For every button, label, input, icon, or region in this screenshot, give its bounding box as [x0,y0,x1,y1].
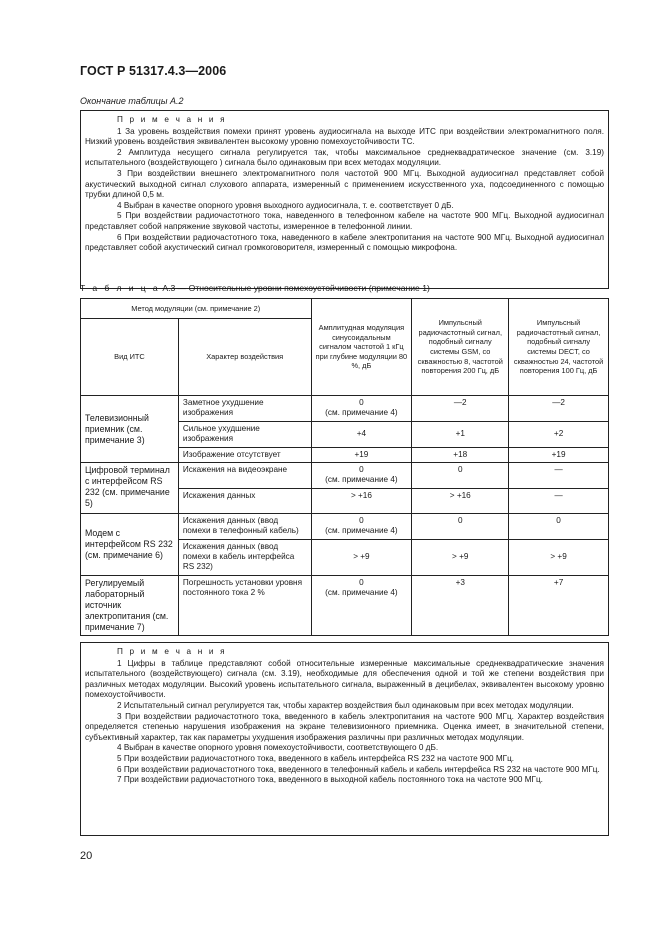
cell-effect: Искажения на видеоэкране [178,463,311,489]
cell-dect: — [509,488,609,513]
cell-dect: > +9 [509,539,609,575]
page-number: 20 [80,850,93,862]
table-caption-prefix: Т а б л и ц а [80,283,160,293]
group-psu: Регулируемый лабораторный источник электропитания (см. примечание 7) [81,575,179,635]
cell-effect: Искажения данных (ввод помехи в кабель интерфейса RS 232) [178,539,311,575]
header-its-type: Вид ИТС [81,319,179,396]
page-header: ГОСТ Р 51317.4.3—2006 [80,64,227,78]
note-item: 3 При воздействии внешнего электромагнитного поля частотой 900 МГц. Выходной аудиосигнал представляет собой акустический выходной сигнал слухового аппарата, измеренный с применением искусственного уха, подсоединенного с помощью трубки длиной 0,5 м. [85,168,604,200]
immunity-table [80,298,609,636]
header-method: Метод модуляции (см. примечание 2) [81,299,312,319]
cell-effect: Сильное ухудшение изображения [178,421,311,447]
note-item: 2 Амплитуда несущего сигнала регулируется так, чтобы максимальное среднеквадратическое значение (см. 3.19) испытательного (воздействующего ) сигнала было одинаковым при всех методах модуляции. [85,147,604,168]
group-rs232: Цифровой терминал с интерфейсом RS 232 (см. примечание 5) [81,463,179,514]
cell-am: +4 [311,421,412,447]
cell-dect: —2 [509,396,609,422]
group-tv: Телевизионный приемник (см. примечание 3) [81,396,179,463]
cell-gsm: —2 [412,396,509,422]
cell-dect: — [509,463,609,489]
cell-effect: Искажения данных (ввод помехи в телефонный кабель) [178,513,311,539]
cell-effect: Искажения данных [178,488,311,513]
notes-top-title: П р и м е ч а н и я [117,115,227,124]
note-item: 1 Цифры в таблице представляют собой относительные измеренные максимальные среднеквадратические значения испытательного (воздействующего) сигнала (см. 3.19), необходимые для обеспечения одной и той же степени воздействия при различных методах модуляции. Высокий уровень испытательного сигнала, выраженный в децибелах, эквивалентен высокому уровню помехоустойчивости. [85,658,604,700]
cell-am: 0 (см. примечание 4) [311,513,412,539]
cell-dect: +7 [509,575,609,635]
cell-effect: Погрешность установки уровня постоянного тока 2 % [178,575,311,635]
note-item: 4 Выбран в качестве опорного уровня выходного аудиосигнала, т. е. соответствует 0 дБ. [117,200,454,210]
note-item: 6 При воздействии радиочастотного тока, введенного в телефонный кабель и кабель интерфейса RS 232 на частоте 900 МГц. [117,764,600,774]
cell-dect: 0 [509,513,609,539]
table-continuation-label: Окончание таблицы А.2 [80,96,184,106]
cell-gsm: 0 [412,463,509,489]
cell-effect: Заметное ухудшение изображения [178,396,311,422]
note-item: 5 При воздействии радиочастотного тока, введенного в кабель интерфейса RS 232 на частоте 900 МГц. [117,753,515,763]
table-row [81,463,609,489]
cell-dect: +19 [509,447,609,462]
table-row [81,513,609,539]
header-effect: Характер воздействия [178,319,311,396]
header-gsm: Импульсный радиочастотный сигнал, подобный сигналу системы GSM, со скважностью 8, частотой повторения 200 Гц, дБ [412,299,509,396]
note-item: 6 При воздействии радиочастотного тока, наведенного в кабеле электропитания на частоте 900 МГц. Выходной аудиосигнал представляет собой акустический сигнал громкоговорителя, измеренный с помощью микрофона. [85,232,604,253]
notes-top-box [80,110,609,289]
table-row [81,396,609,422]
cell-am: > +9 [311,539,412,575]
cell-gsm: > +16 [412,488,509,513]
note-item: 7 При воздействии радиочастотного тока, введенного в выходной кабель постоянного тока на частоте 900 МГц. [117,775,543,785]
cell-am: 0 (см. примечание 4) [311,396,412,422]
cell-am: > +16 [311,488,412,513]
cell-am: 0 (см. примечание 4) [311,575,412,635]
note-item: 5 При воздействии радиочастотного тока, наведенного в телефонном кабеле на частоте 900 МГц. Выходной аудиосигнал представляет собой напряжение звуковой частоты, измеренное в телефонной линии. [85,211,604,231]
table-row [81,575,609,635]
notes-bottom-box [80,642,609,836]
group-modem: Модем с интерфейсом RS 232 (см. примечание 6) [81,513,179,575]
note-item: 1 За уровень воздействия помехи принят уровень аудиосигнала на выходе ИТС при воздействии электромагнитного поля. Низкий уровень воздействия эквивалентен высокому уровню помехоустойчивости ТС. [85,126,604,147]
cell-am: 0 (см. примечание 4) [311,463,412,489]
notes-bottom-title: П р и м е ч а н и я [117,647,227,656]
cell-gsm: +18 [412,447,509,462]
note-item: 2 Испытательный сигнал регулируется так, чтобы характер воздействия был одинаковым при всех методах модуляции. [117,700,574,710]
table-caption-text: А.3 — Относительные уровни помехоустойчивости (примечание 1) [160,283,430,293]
cell-gsm: > +9 [412,539,509,575]
cell-am: +19 [311,447,412,462]
cell-dect: +2 [509,421,609,447]
table-caption [80,283,430,293]
note-item: 3 При воздействии радиочастотного тока, введенного в кабель электропитания на частоте 900 МГц. Характер воздействия определяется степенью нарушения изображения на экране телевизионного приемника. Оценка имеет, в значительной степени, субъективный характер, так как параметры ухудшения изображения различны при различных методах модуляции. [85,711,604,742]
note-item: 4 Выбран в качестве опорного уровня помехоустойчивости, соответствующего 0 дБ. [117,743,439,753]
header-dect: Импульсный радиочастотный сигнал, подобный сигналу системы DECT, со скважностью 24, частотой повторения 100 Гц, дБ [509,299,609,396]
cell-effect: Изображение отсутствует [178,447,311,462]
cell-gsm: 0 [412,513,509,539]
cell-gsm: +3 [412,575,509,635]
header-am: Амплитудная модуляция синусоидальным сигналом частотой 1 кГц при глубине модуляции 80 %, дБ [311,299,412,396]
cell-gsm: +1 [412,421,509,447]
